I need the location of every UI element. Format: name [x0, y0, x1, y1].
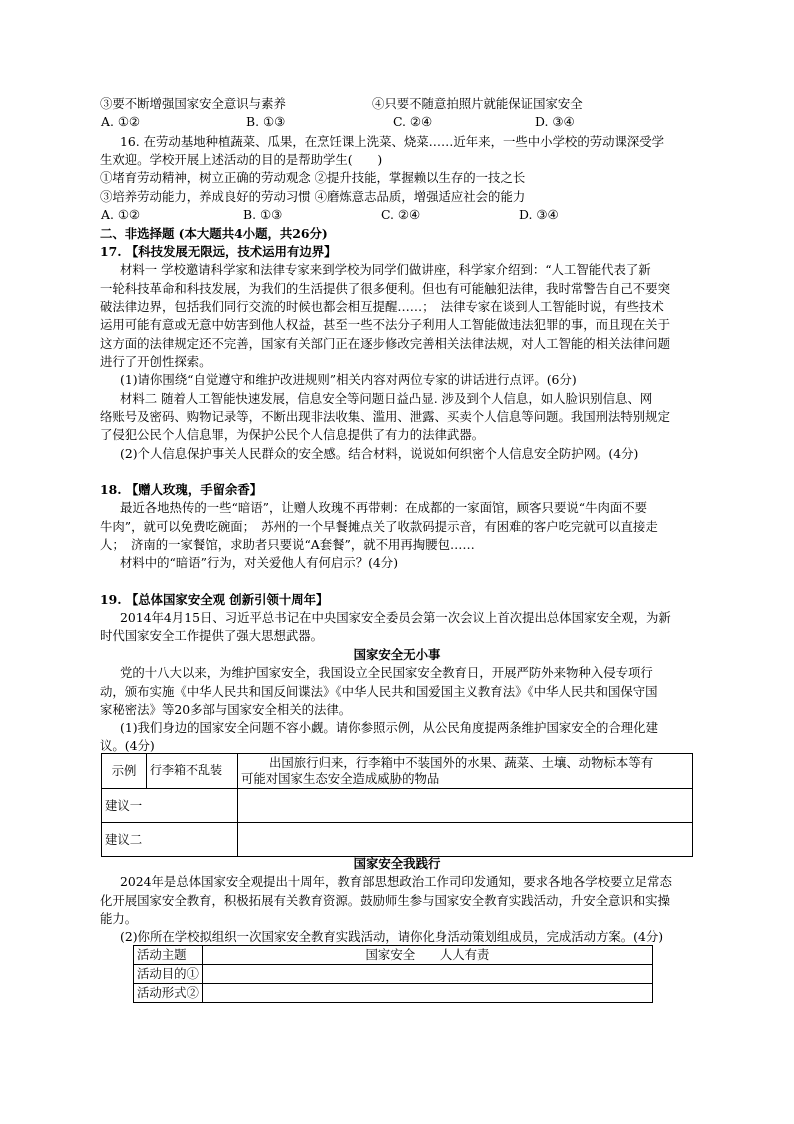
q19-para1-line: 动，颁布实施《中华人民共和国反间谍法》《中华人民共和国爱国主义教育法》《中华人民共和国保守国 — [100, 684, 658, 699]
q17-material2-line: 了侵犯公民个人信息罪，为保护公民个人信息提供了有力的法律武器。 — [100, 427, 485, 442]
q17-material1-line: 进行了开创性探索。 — [100, 354, 212, 369]
q16-option-d[interactable]: D. ③④ — [519, 207, 559, 222]
table-row — [102, 754, 693, 789]
q18-line: 牛肉”，就可以免费吃碗面； 苏州的一个早餐摊点关了收款码提示音，有困难的客户吃完就可以直接走 — [100, 519, 658, 534]
q19-title: 19. 【总体国家安全观 创新引领十周年】 — [100, 592, 329, 607]
q19-heading-2: 国家安全我践行 — [353, 856, 441, 871]
q19-para2-line: 化开展国家安全教育，积极拓展有关教育资源。鼓励师生参与国家安全教育实践活动，升安全意识和实操 — [100, 893, 670, 908]
q16-option-b[interactable]: B. ①③ — [243, 207, 283, 222]
activity-plan-table — [133, 945, 653, 1003]
example-text-line: 出国旅行归来，行李箱中不装国外的水果、蔬菜、土壤、动物标本等有 — [269, 755, 654, 770]
q15-items — [100, 96, 700, 113]
purpose-answer-cell[interactable] — [203, 965, 653, 984]
q15-item-4: ④只要不随意拍照片就能保证国家安全 — [372, 96, 583, 111]
q19-subquestion-1-line: 议。(4分) — [100, 738, 155, 753]
q17-material1-line: 破法律边界，包括我们同行交流的时候也都会相互提醒……； 法律专家在谈到人工智能时说，有些技术 — [100, 299, 664, 314]
example-text-line: 可能对国家生态安全造成威胁的物品 — [241, 771, 440, 787]
q19-subquestion-1-line: (1)我们身边的国家安全问题不容小觑。请你参照示例，从公民角度提两条维护国家安全的合理化建 — [120, 720, 658, 735]
form-answer-cell[interactable] — [203, 984, 653, 1003]
theme-label: 活动主题 — [134, 946, 203, 965]
q19-subquestion-2: (2)你所在学校拟组织一次国家安全教育实践活动，请你化身活动策划组成员，完成活动方案。(4分) — [120, 929, 664, 944]
q17-material1-line: 运用可能有意或无意中妨害到他人权益，甚至一些不法分子利用人工智能做违法犯罪的事，而且现在关于 — [100, 317, 670, 332]
q18-title: 18. 【赠人玫瑰，手留余香】 — [100, 482, 263, 497]
q19-para2-line: 能力。 — [100, 911, 138, 926]
table-row — [134, 946, 653, 965]
q19-heading-1: 国家安全无小事 — [353, 647, 441, 662]
q16-option-c[interactable]: C. ②④ — [381, 207, 421, 222]
suggestion-2-answer-cell[interactable] — [238, 823, 693, 857]
q16-stem-2: 生欢迎。学校开展上述活动的目的是帮助学生( ) — [100, 152, 383, 167]
suggestion-2-label: 建议二 — [102, 823, 238, 857]
q16-option-a[interactable]: A. ①② — [101, 207, 141, 222]
q15-option-b[interactable]: B. ①③ — [246, 114, 286, 129]
purpose-label: 活动目的① — [134, 965, 203, 984]
section-2-title: 二、非选择题 (本大题共4小题，共26分) — [100, 226, 328, 241]
table-row — [102, 789, 693, 823]
example-label: 示例 — [102, 754, 147, 789]
q15-option-d[interactable]: D. ③④ — [535, 114, 575, 129]
q16-stem-1: 16. 在劳动基地种植蔬菜、瓜果，在烹饪课上洗菜、烧菜……近年来，一些中小学校的劳动课深受学 — [120, 134, 665, 149]
q18-line: 人； 济南的一家餐馆，求助者只要说“A套餐”，就不用再掏腰包…… — [100, 537, 475, 552]
table-row — [134, 965, 653, 984]
q17-material2-line: 络账号及密码、购物记录等，不断出现非法收集、滥用、泄露、买卖个人信息等问题。我国刑法特别规定 — [100, 409, 670, 424]
table-row — [134, 984, 653, 1003]
q17-material2-line: 材料二 随着人工智能快速发展，信息安全等问题日益凸显. 涉及到个人信息，如人脸识别信息、网 — [120, 391, 653, 406]
q17-material1-line: 材料一 学校邀请科学家和法律专家来到学校为同学们做讲座，科学家介绍到：“人工智能代表了新 — [120, 262, 651, 277]
q19-para2-line: 2024年是总体国家安全观提出十周年，教育部思想政治工作司印发通知，要求各地各学校要立足常态 — [120, 874, 672, 889]
example-text — [238, 754, 693, 789]
q15-option-c[interactable]: C. ②④ — [393, 114, 433, 129]
theme-value: 国家安全 人人有责 — [203, 946, 653, 965]
q18-line: 最近各地热传的一些“暗语”，让赠人玫瑰不再带刺：在成都的一家面馆，顾客只要说“牛肉面不要 — [120, 500, 648, 515]
suggestion-1-answer-cell[interactable] — [238, 789, 693, 823]
q18-question: 材料中的“暗语”行为，对关爱他人有何启示？(4分) — [120, 555, 399, 570]
q17-title: 17. 【科技发展无限远，技术运用有边界】 — [100, 244, 337, 259]
q15-option-a[interactable]: A. ①② — [101, 114, 141, 129]
q19-intro-line: 时代国家安全工作提供了强大思想武器。 — [100, 628, 324, 643]
q17-subquestion-2: (2)个人信息保护事关人民群众的安全感。结合材料，说说如何织密个人信息安全防护网。(4分) — [120, 446, 639, 461]
q19-para1-line: 党的十八大以来，为维护国家安全，我国设立全民国家安全教育日，开展严防外来物种入侵专项行 — [120, 665, 653, 680]
q17-material1-line: 一轮科技革命和科技发展，为我们的生活提供了很多便利。但也有可能触犯法律，我时常警告自己不要突 — [100, 281, 670, 296]
example-title: 行李箱不乱装 — [147, 754, 238, 789]
suggestion-1-label: 建议一 — [102, 789, 238, 823]
q16-items-12: ①堵育劳动精神，树立正确的劳动观念 ②提升技能，掌握赖以生存的一技之长 — [100, 170, 526, 185]
suggestion-table — [101, 753, 693, 857]
table-row — [102, 823, 693, 857]
q15-item-3: ③要不断增强国家安全意识与素养 — [100, 96, 286, 111]
q16-items-34: ③培养劳动能力，养成良好的劳动习惯 ④磨炼意志品质，增强适应社会的能力 — [100, 189, 526, 204]
q17-material1-line: 这方面的法律规定还不完善，国家有关部门正在逐步修改完善相关法律法规，对人工智能的相关法律问题 — [100, 336, 670, 351]
q17-subquestion-1: (1)请你围绕“自觉遵守和维护改进规则”相关内容对两位专家的讲话进行点评。(6分) — [120, 372, 577, 387]
form-label: 活动形式② — [134, 984, 203, 1003]
q19-para1-line: 家秘密法》等20多部与国家安全相关的法律。 — [100, 702, 352, 717]
q19-intro-line: 2014年4月15日、习近平总书记在中央国家安全委员会第一次会议上首次提出总体国家安全观，为新 — [120, 610, 671, 625]
